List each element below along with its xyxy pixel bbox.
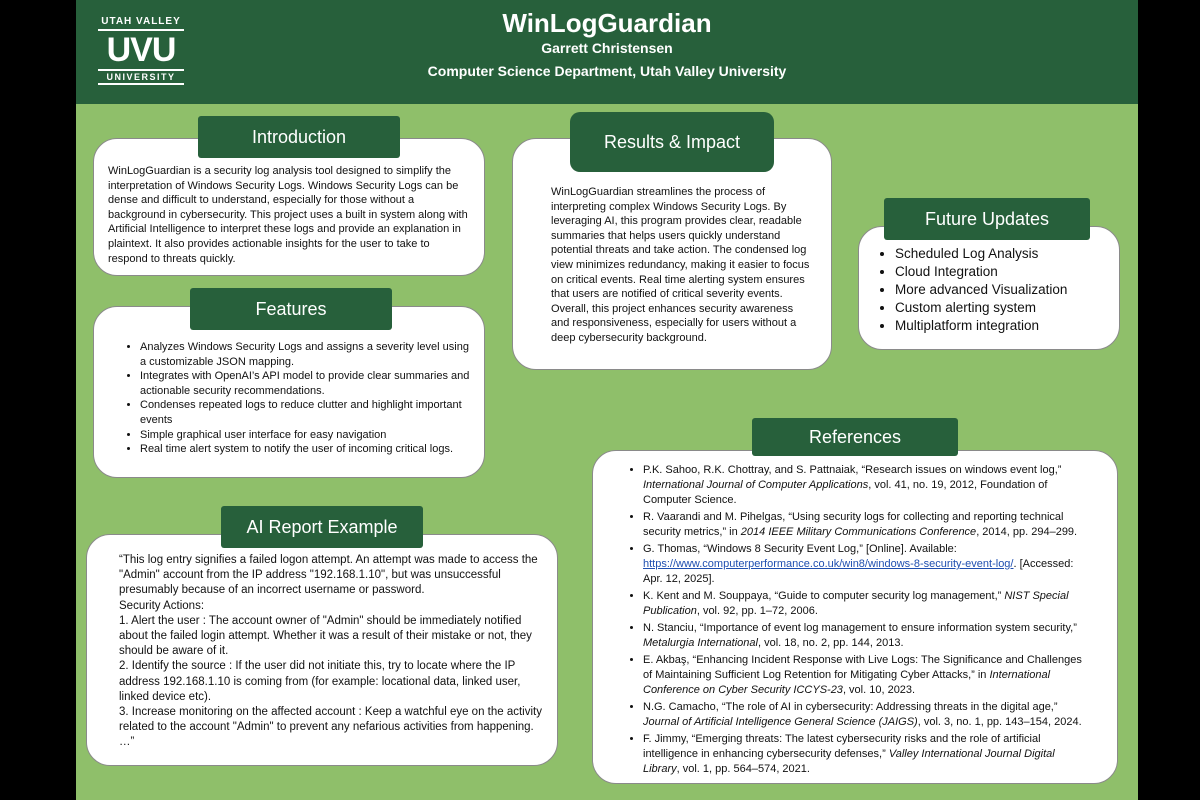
reference-details: , vol. 18, no. 2, pp. 144, 2013. <box>757 637 904 649</box>
reference-item <box>643 463 1093 508</box>
reference-details: , vol. 10, 2023. <box>842 684 916 696</box>
future-update-item: • Custom alerting system <box>895 299 1109 317</box>
department-name: Computer Science Department, Utah Valley University <box>427 63 787 79</box>
feature-item: • Integrates with OpenAI’s API model to provide clear summaries and actionable security recommendations. <box>140 369 472 398</box>
reference-item <box>643 653 1093 698</box>
reference-item <box>643 732 1093 777</box>
reference-text: R. Vaarandi and M. Pihelgas, “Using security logs for collecting and reporting technical security metrics,” in <box>643 511 1064 538</box>
ai-report-box <box>86 534 558 766</box>
future-update-item: • Multiplatform integration <box>895 317 1109 335</box>
logo-top-text: UTAH VALLEY <box>98 16 184 31</box>
introduction-heading: Introduction <box>198 116 400 158</box>
introduction-text: WinLogGuardian is a security log analysis tool designed to simplify the interpretation of Windows Security Logs. Windows Security Logs can be dense and difficult to understand, especially for those without a background in cybersecurity. This project uses a built in system along with Artificial Intelligence to interpret these logs and provide an explanation in plaintext. It also provides actionable insights for the user to take to respond to threats quickly. <box>108 165 468 265</box>
reference-item <box>643 510 1093 540</box>
features-box <box>93 306 485 478</box>
reference-source: International Conference on Cyber Security ICCYS-23 <box>643 669 1051 696</box>
reference-details: , vol. 1, pp. 564–574, 2021. <box>676 763 810 775</box>
reference-text: K. Kent and M. Souppaya, “Guide to computer security log management,” <box>643 590 1005 602</box>
reference-link[interactable]: https://www.computerperformance.co.uk/win8/windows-8-security-event-log/ <box>643 558 1014 570</box>
features-list <box>120 340 472 457</box>
reference-details: , 2014, pp. 294–299. <box>976 526 1078 538</box>
future-update-item: • Cloud Integration <box>895 263 1109 281</box>
feature-item: • Analyzes Windows Security Logs and assigns a severity level using a customizable JSON mapping. <box>140 340 472 369</box>
references-box <box>592 450 1118 784</box>
future-updates-heading: Future Updates <box>884 198 1090 240</box>
features-heading: Features <box>190 288 392 330</box>
reference-details: . [Accessed: Apr. 12, 2025]. <box>643 558 1074 585</box>
poster-title: WinLogGuardian <box>502 8 712 38</box>
future-updates-box <box>858 226 1120 350</box>
ai-report-line: Security Actions: <box>119 599 205 612</box>
reference-details: , vol. 41, no. 19, 2012, Foundation of Computer Science. <box>643 479 1048 506</box>
introduction-box <box>93 138 485 276</box>
feature-item: • Real time alert system to notify the user of incoming critical logs. <box>140 442 472 457</box>
reference-source: International Journal of Computer Applications <box>643 479 869 491</box>
reference-text: F. Jimmy, “Emerging threats: The latest cybersecurity risks and the role of artificial intelligence in enhancing cybersecurity defenses,” <box>643 733 1041 760</box>
results-heading: Results & Impact <box>570 112 774 172</box>
reference-details: , vol. 92, pp. 1–72, 2006. <box>696 605 818 617</box>
feature-item: • Simple graphical user interface for easy navigation <box>140 428 472 443</box>
poster <box>76 0 1138 800</box>
ai-report-line: 1. Alert the user : The account owner of "Admin" should be immediately notified about the failed login attempt. Whether it was a result of their mistake or not, they should be aware of it. <box>119 614 532 658</box>
logo-bottom-text: UNIVERSITY <box>98 69 184 85</box>
references-list <box>623 463 1093 777</box>
reference-source: NIST Special Publication <box>643 590 1069 617</box>
logo-mark: UVU <box>106 31 176 69</box>
ai-report-line: “This log entry signifies a failed logon attempt. An attempt was made to access the "Admin" account from the IP address "192.168.1.10", but was unsuccessful presumably because of an incorrect username or password. <box>119 554 538 597</box>
references-heading: References <box>752 418 958 456</box>
author-name: Garrett Christensen <box>541 40 673 56</box>
reference-text: E. Akbaş, “Enhancing Incident Response with Live Logs: The Significance and Challenges of Maintaining Sufficient Log Retention for Mitigating Cyber Attacks,” in <box>643 654 1082 681</box>
future-update-item: • More advanced Visualization <box>895 281 1109 299</box>
reference-item <box>643 542 1093 587</box>
reference-text: N. Stanciu, “Importance of event log management to ensure information system security,” <box>643 622 1077 634</box>
ai-report-line: 3. Increase monitoring on the affected account : Keep a watchful eye on the activity related to the account "Admin" to prevent any nefarious activities from happening. …” <box>119 706 542 749</box>
ai-report-heading: AI Report Example <box>221 506 423 548</box>
future-updates-list <box>875 245 1109 335</box>
reference-text: P.K. Sahoo, R.K. Chottray, and S. Pattnaiak, “Research issues on windows event log,” <box>643 464 1062 476</box>
reference-item <box>643 621 1093 651</box>
future-update-item: • Scheduled Log Analysis <box>895 245 1109 263</box>
reference-source: Valley International Journal Digital Library <box>643 748 1055 775</box>
reference-details: , vol. 3, no. 1, pp. 143–154, 2024. <box>917 716 1082 728</box>
feature-item: • Condenses repeated logs to reduce clutter and highlight important events <box>140 398 472 427</box>
results-text: WinLogGuardian streamlines the process of interpreting complex Windows Security Logs. By leveraging AI, this program provides clear, readable summaries that helps users quickly understand potential threats and take action. The condensed log view minimizes redundancy, making it easier to focus on critical events. Real time alerting system ensures that users are notified of critical severity events. Overall, this project enhances security awareness and responsiveness, especially for users without a deep cybersecurity background. <box>551 186 810 344</box>
reference-text: G. Thomas, “Windows 8 Security Event Log,” [Online]. Available: <box>643 543 957 555</box>
reference-text: N.G. Camacho, “The role of AI in cybersecurity: Addressing threats in the digital age,” <box>643 701 1058 713</box>
reference-source: Metalurgia International <box>643 637 758 649</box>
results-box <box>512 138 832 370</box>
ai-report-text <box>119 553 543 751</box>
ai-report-line: 2. Identify the source : If the user did not initiate this, try to locate where the IP address 192.168.1.10 is coming from (for example: locational data, linked user, linked device etc). <box>119 660 521 703</box>
poster-header <box>76 0 1138 104</box>
reference-item <box>643 589 1093 619</box>
reference-item <box>643 700 1093 730</box>
reference-source: 2014 IEEE Military Communications Conference <box>740 526 977 538</box>
reference-source: Journal of Artificial Intelligence General Science (JAIGS) <box>643 716 918 728</box>
